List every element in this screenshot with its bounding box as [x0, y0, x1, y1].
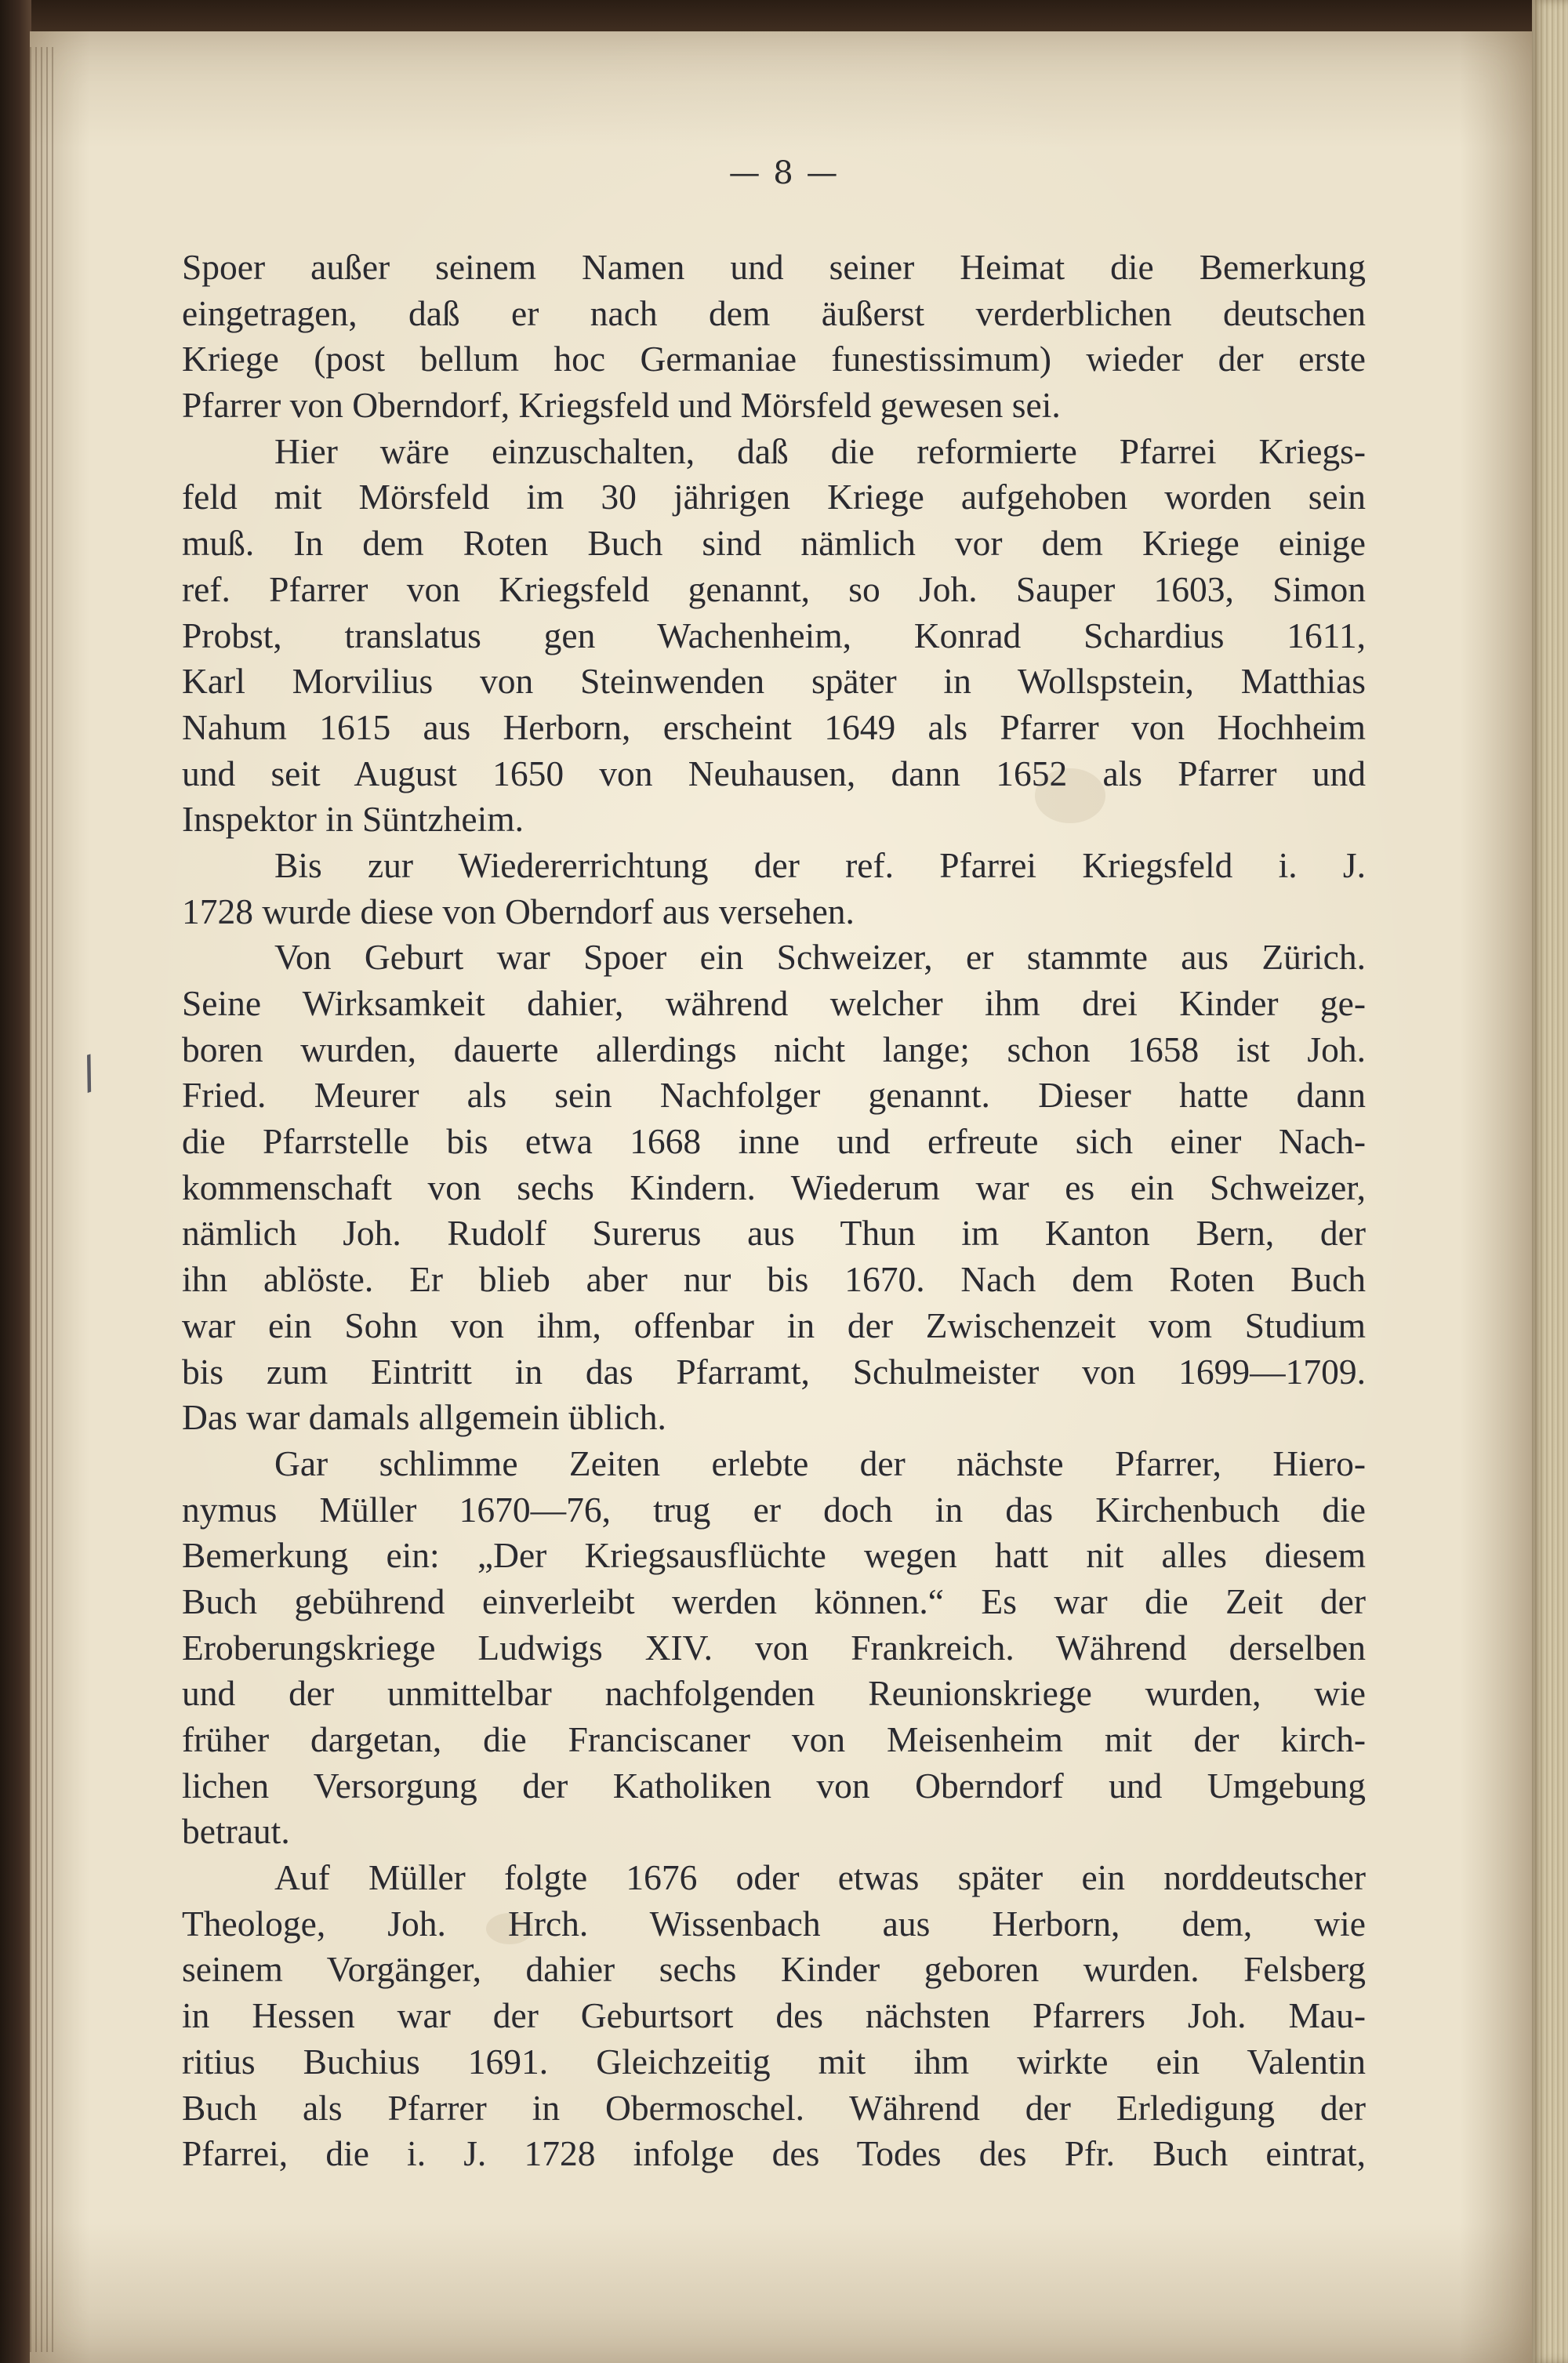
text-line: Das war damals allgemein üblich.	[182, 1397, 666, 1438]
text-line: Inspektor in Süntzheim.	[182, 799, 524, 840]
text-line: Bis zur Wiedererrichtung der ref. Pfarrei Kriegsfeld i. J.	[274, 844, 1366, 885]
text-line: nymus Müller 1670—76, trug er doch in das Kirchenbuch die	[182, 1489, 1366, 1530]
page-number: — 8 —	[728, 155, 840, 191]
page-leaves	[30, 47, 53, 2352]
text-line: und seit August 1650 von Neuhausen, dann 1652 als Pfarrer und	[182, 753, 1366, 793]
text-line: Von Geburt war Spoer ein Schweizer, er stammte aus Zürich.	[274, 937, 1366, 978]
book-spine	[0, 0, 31, 2363]
text-line: Probst, translatus gen Wachenheim, Konrad Schardius 1611,	[182, 615, 1366, 655]
text-line: die Pfarrstelle bis etwa 1668 inne und erfreute sich einer Nach-	[182, 1121, 1366, 1162]
text-line: lichen Versorgung der Katholiken von Oberndorf und Umgebung	[182, 1765, 1366, 1806]
text-line: Bemerkung ein: „Der Kriegsausflüchte wegen hatt nit alles diesem	[182, 1535, 1366, 1576]
text-line: in Hessen war der Geburtsort des nächsten Pfarrers Joh. Mau-	[182, 1995, 1366, 2036]
text-line: boren wurden, dauerte allerdings nicht lange; schon 1658 ist Joh.	[182, 1029, 1366, 1069]
text-line: Fried. Meurer als sein Nachfolger genannt. Dieser hatte dann	[182, 1075, 1366, 1116]
text-line: bis zum Eintritt in das Pfarramt, Schulmeister von 1699—1709.	[182, 1351, 1366, 1392]
text-line: ritius Buchius 1691. Gleichzeitig mit ihm wirkte ein Valentin	[182, 2041, 1366, 2082]
text-line: ihn ablöste. Er blieb aber nur bis 1670. Nach dem Roten Buch	[182, 1259, 1366, 1300]
text-line: Auf Müller folgte 1676 oder etwas später ein norddeutscher	[274, 1857, 1366, 1898]
text-line: Karl Morvilius von Steinwenden später in Wollspstein, Matthias	[182, 661, 1366, 702]
text-line: Spoer außer seinem Namen und seiner Heimat die Bemerkung	[182, 247, 1366, 287]
text-line: betraut.	[182, 1811, 290, 1852]
text-line: Gar schlimme Zeiten erlebte der nächste Pfarrer, Hiero-	[274, 1443, 1366, 1483]
text-line: nämlich Joh. Rudolf Surerus aus Thun im Kanton Bern, der	[182, 1213, 1366, 1254]
text-line: 1728 wurde diese von Oberndorf aus versehen.	[182, 891, 855, 931]
text-line: früher dargetan, die Franciscaner von Meisenheim mit der kirch-	[182, 1719, 1366, 1759]
margin-pencil-mark: /	[74, 1046, 104, 1100]
text-line: Pfarrei, die i. J. 1728 infolge des Todes des Pfr. Buch eintrat,	[182, 2133, 1366, 2174]
text-line: Pfarrer von Oberndorf, Kriegsfeld und Mörsfeld gewesen sei.	[182, 385, 1061, 426]
body-text	[182, 245, 1366, 2177]
text-line: Eroberungskriege Ludwigs XIV. von Frankreich. Während derselben	[182, 1627, 1366, 1668]
text-line: Buch gebührend einverleibt werden können.“ Es war die Zeit der	[182, 1581, 1366, 1621]
text-line: muß. In dem Roten Buch sind nämlich vor dem Kriege einige	[182, 523, 1366, 564]
book-fore-edge	[1532, 0, 1568, 2363]
text-line: Kriege (post bellum hoc Germaniae funestissimum) wieder der erste	[182, 339, 1366, 379]
text-line: Seine Wirksamkeit dahier, während welcher ihm drei Kinder ge-	[182, 983, 1366, 1023]
text-line: ref. Pfarrer von Kriegsfeld genannt, so Joh. Sauper 1603, Simon	[182, 568, 1366, 609]
text-line: Hier wäre einzuschalten, daß die reformierte Pfarrei Kriegs-	[274, 430, 1366, 471]
text-line: eingetragen, daß er nach dem äußerst verderblichen deutschen	[182, 292, 1366, 333]
text-line: feld mit Mörsfeld im 30 jährigen Kriege aufgehoben worden sein	[182, 477, 1366, 517]
text-line: Buch als Pfarrer in Obermoschel. Während der Erledigung der	[182, 2087, 1366, 2128]
text-line: Nahum 1615 aus Herborn, erscheint 1649 als Pfarrer von Hochheim	[182, 706, 1366, 747]
text-line: und der unmittelbar nachfolgenden Reunionskriege wurden, wie	[182, 1673, 1366, 1714]
text-line: seinem Vorgänger, dahier sechs Kinder geboren wurden. Felsberg	[182, 1949, 1366, 1990]
text-line: kommenschaft von sechs Kindern. Wiederum war es ein Schweizer,	[182, 1167, 1366, 1207]
text-line: war ein Sohn von ihm, offenbar in der Zwischenzeit vom Studium	[182, 1305, 1366, 1345]
text-line: Theologe, Joh. Hrch. Wissenbach aus Herborn, dem, wie	[182, 1903, 1366, 1944]
